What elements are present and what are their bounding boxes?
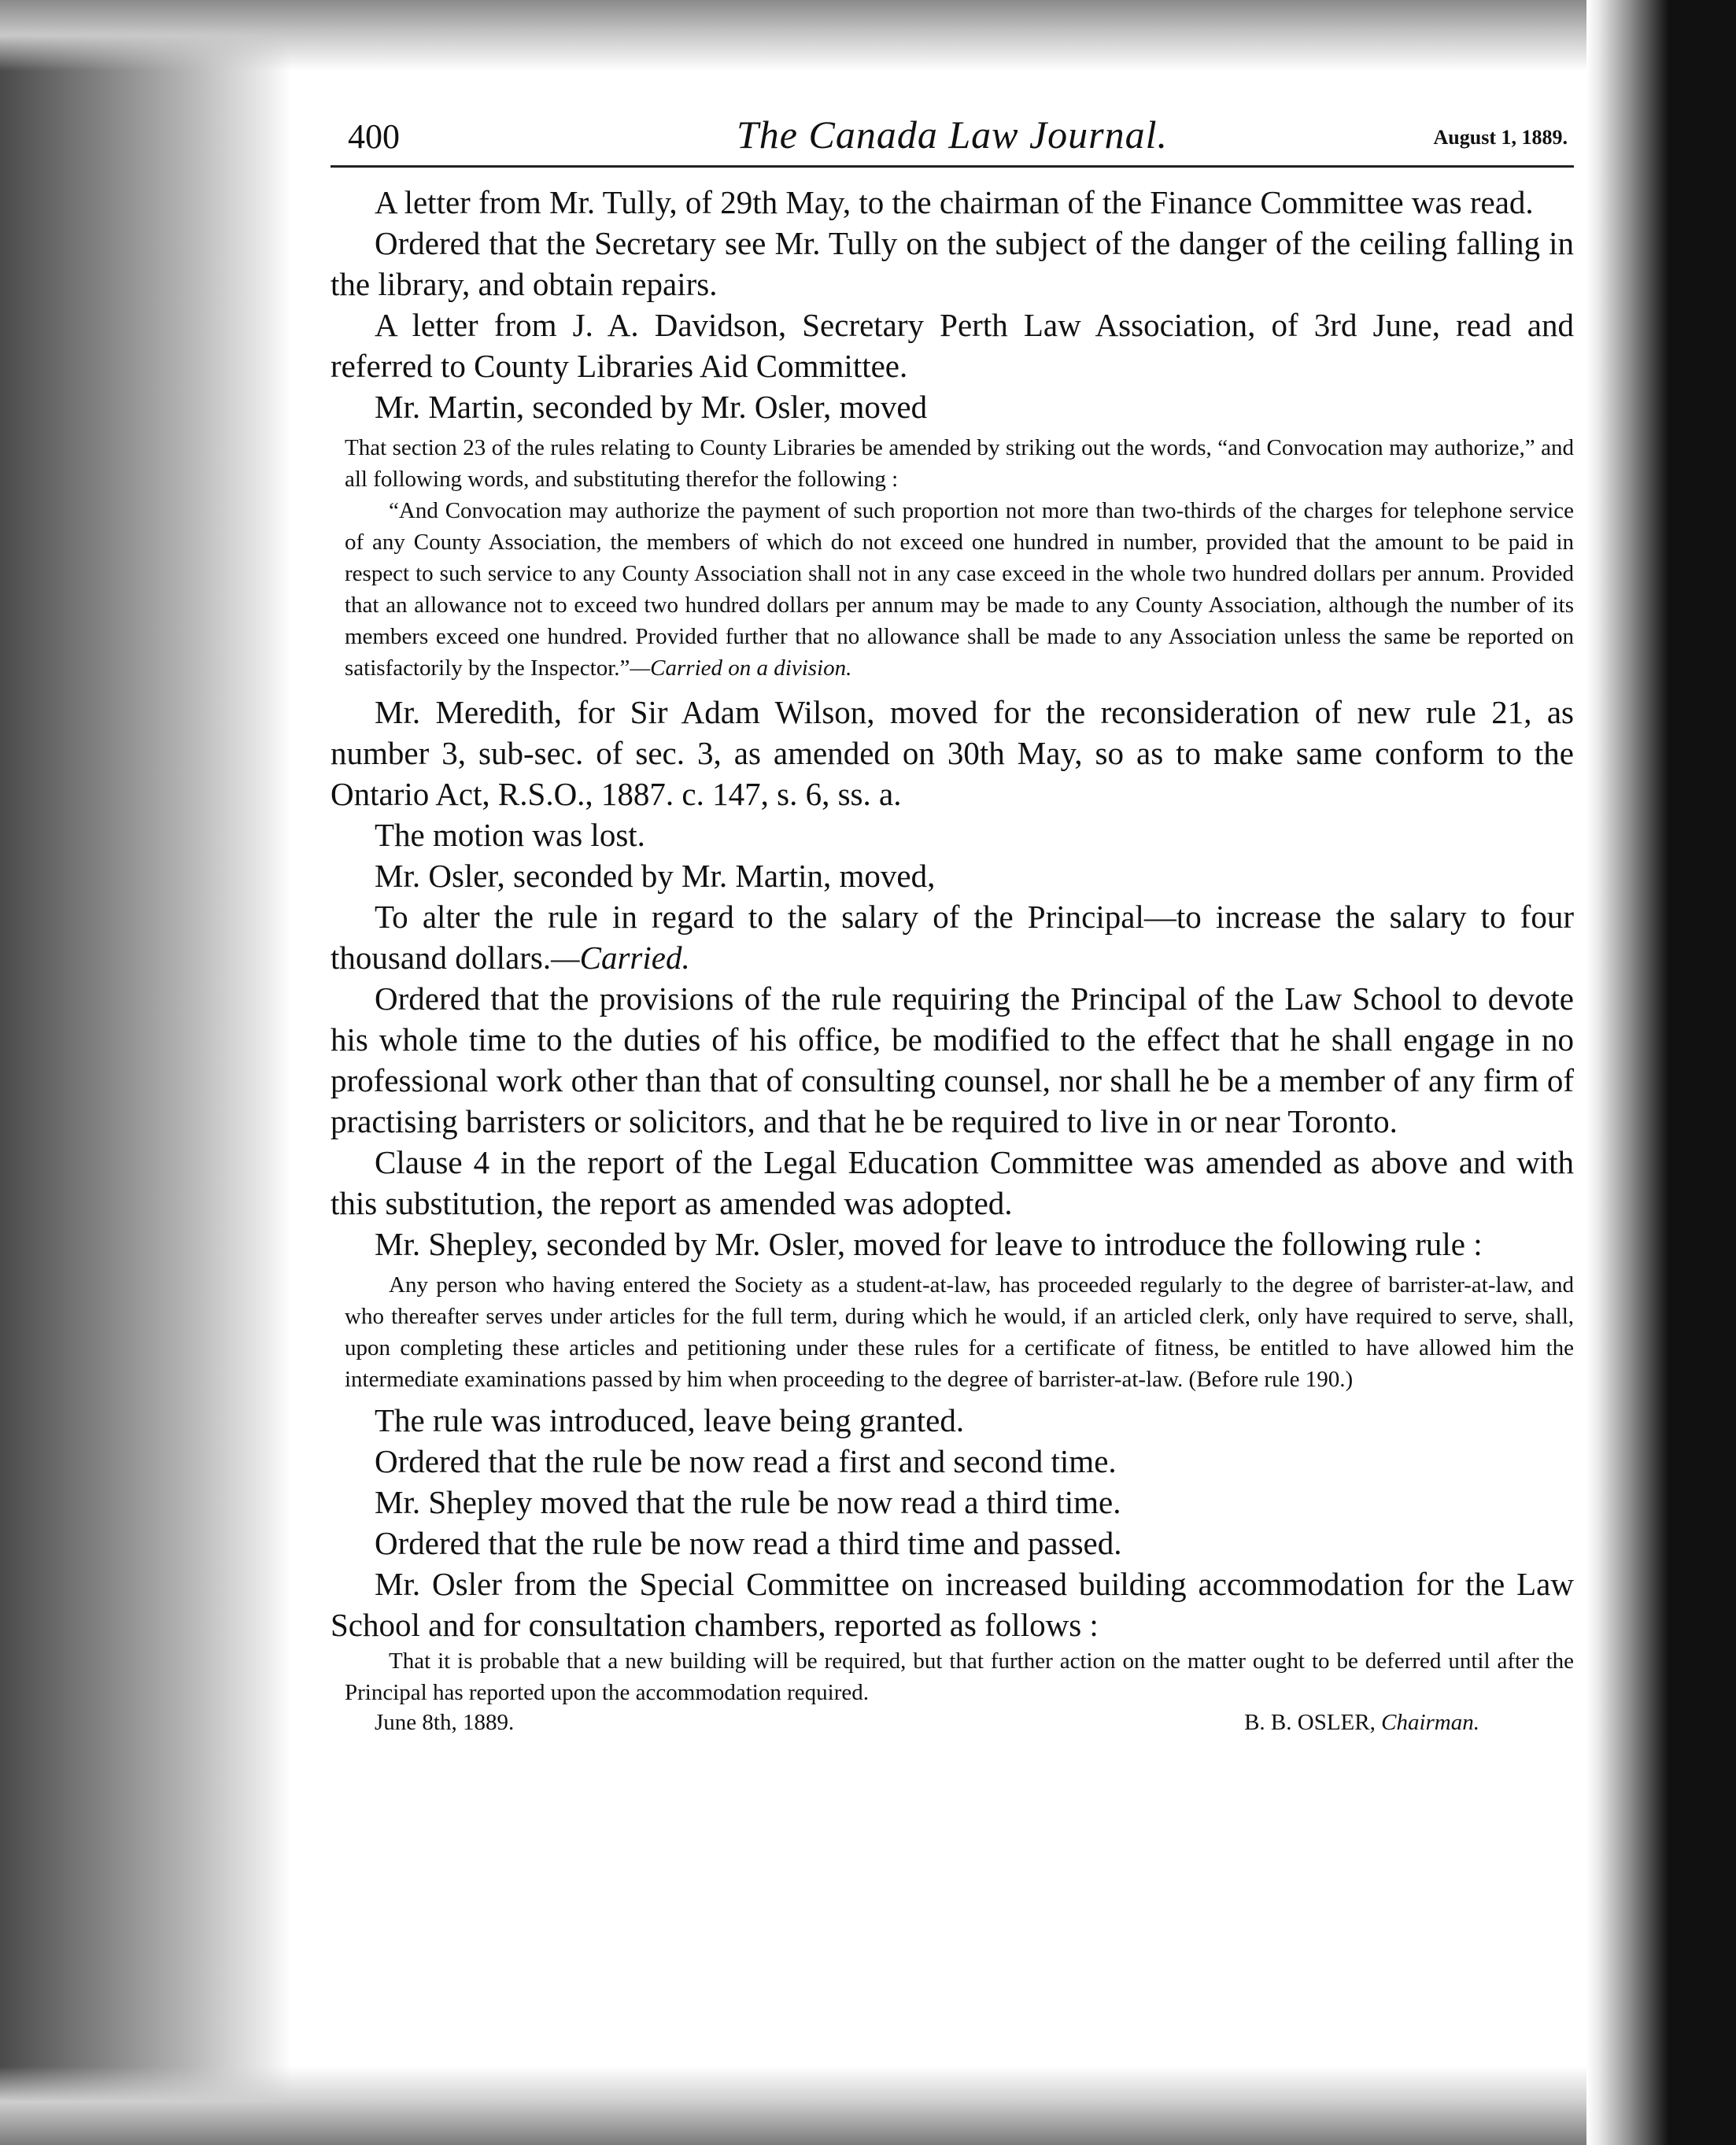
scan-binding-shadow xyxy=(0,0,291,2145)
paragraph-motion-lost: The motion was lost. xyxy=(375,817,645,853)
motion-outcome: —Carried on a division. xyxy=(630,655,852,681)
signature-name xyxy=(1244,1708,1479,1737)
report-text: That it is probable that a new building will be required, but that further action on the matter ought to be deferred until after the Principal has reported upon the accommodation required. xyxy=(345,1648,1574,1705)
paragraph-shepley-motion: Mr. Shepley, seconded by Mr. Osler, moved for leave to introduce the following rule : xyxy=(375,1226,1483,1262)
paragraph-third-reading-moved: Mr. Shepley moved that the rule be now read a third time. xyxy=(375,1484,1121,1520)
salary-motion-text: To alter the rule in regard to the salary of the Principal—to increase the salary to four thousand dollars. xyxy=(331,899,1574,976)
paragraph-principal-provisions: Ordered that the provisions of the rule requiring the Principal of the Law School to devote his whole time to the duties of his office, be modified to the effect that he shall engage in no professional work other than that of consulting counsel, nor shall he be a member of any firm of practising barristers or solicitors, and that he be required to live in or near Toronto. xyxy=(331,980,1574,1139)
paragraph-ceiling-repairs: Ordered that the Secretary see Mr. Tully on the subject of the danger of the ceiling falling in the library, and obtain repairs. xyxy=(331,225,1574,302)
paragraph-rule-introduced: The rule was introduced, leave being granted. xyxy=(375,1402,965,1438)
article-body xyxy=(331,182,1574,1738)
paragraph-third-reading-passed: Ordered that the rule be now read a third time and passed. xyxy=(375,1525,1122,1561)
page-header xyxy=(331,102,1574,168)
paragraph-martin-motion: Mr. Martin, seconded by Mr. Osler, moved xyxy=(375,389,928,425)
paragraph-osler-motion: Mr. Osler, seconded by Mr. Martin, moved, xyxy=(375,858,936,894)
signature-row xyxy=(375,1708,1574,1738)
signature-title: Chairman. xyxy=(1381,1710,1479,1735)
motion-quoted-body: “And Convocation may authorize the payment of such proportion not more than two-thirds of the charges for telephone service of any County Association, the members of which do not exceed one hundred in number, provided that the amount to be paid in respect to such service to any County Association shall not in any case exceed in the whole two hundred dollars per annum. Provided that an allowance not to exceed two hundred dollars per annum may be made to any County Association, although the number of its members exceed one hundred. Provided further that no allowance shall be made to any Association unless the same be reported on satisfactorily by the Inspector.” xyxy=(345,498,1574,681)
scan-top-shadow xyxy=(0,0,1736,71)
issue-date: August 1, 1889. xyxy=(1433,126,1568,149)
paragraph-osler-report: Mr. Osler from the Special Committee on increased building accommodation for the Law School and for consultation chambers, reported as follows : xyxy=(331,1566,1574,1643)
paragraph-davidson-letter: A letter from J. A. Davidson, Secretary Perth Law Association, of 3rd June, read and referred to County Libraries Aid Committee. xyxy=(331,307,1574,384)
journal-page xyxy=(331,102,1574,2085)
paragraph-clause-4: Clause 4 in the report of the Legal Education Committee was amended as above and with this substitution, the report as amended was adopted. xyxy=(331,1144,1574,1221)
journal-title: The Canada Law Journal. xyxy=(736,113,1169,157)
paragraph-tully-letter: A letter from Mr. Tully, of 29th May, to the chairman of the Finance Committee was read. xyxy=(375,184,1534,220)
paragraph-salary-motion xyxy=(331,896,1574,978)
rule-text: Any person who having entered the Society as a student-at-law, has proceeded regularly to the degree of barrister-at-law, and who thereafter serves under articles for the full term, during which he would, if an articled clerk, only have required to serve, shall, upon completing these articles and petitioning under these rules for a certificate of fitness, be entitled to have allowed him the intermediate examinations passed by him when proceeding to the degree of barrister-at-law. (Before rule 190.) xyxy=(345,1272,1574,1392)
paragraph-first-second-reading: Ordered that the rule be now read a first and second time. xyxy=(375,1443,1117,1479)
signature-date: June 8th, 1889. xyxy=(375,1710,515,1735)
page-number: 400 xyxy=(348,117,400,156)
motion-quoted-text xyxy=(345,495,1574,684)
paragraph-meredith-motion: Mr. Meredith, for Sir Adam Wilson, moved for the reconsideration of new rule 21, as number 3, sub-sec. of sec. 3, as amended on 30th May, so as to make same conform to the Ontario Act, R.S.O., 1887. c. 147, s. 6, ss. a. xyxy=(331,694,1574,812)
scan-right-edge xyxy=(1586,0,1736,2145)
motion-intro-text: That section 23 of the rules relating to County Libraries be amended by striking out the words, “and Convocation may authorize,” and all following words, and substituting therefor the following : xyxy=(345,435,1574,492)
salary-motion-outcome: —Carried. xyxy=(551,940,690,976)
signature-person: B. B. OSLER, xyxy=(1244,1710,1376,1735)
